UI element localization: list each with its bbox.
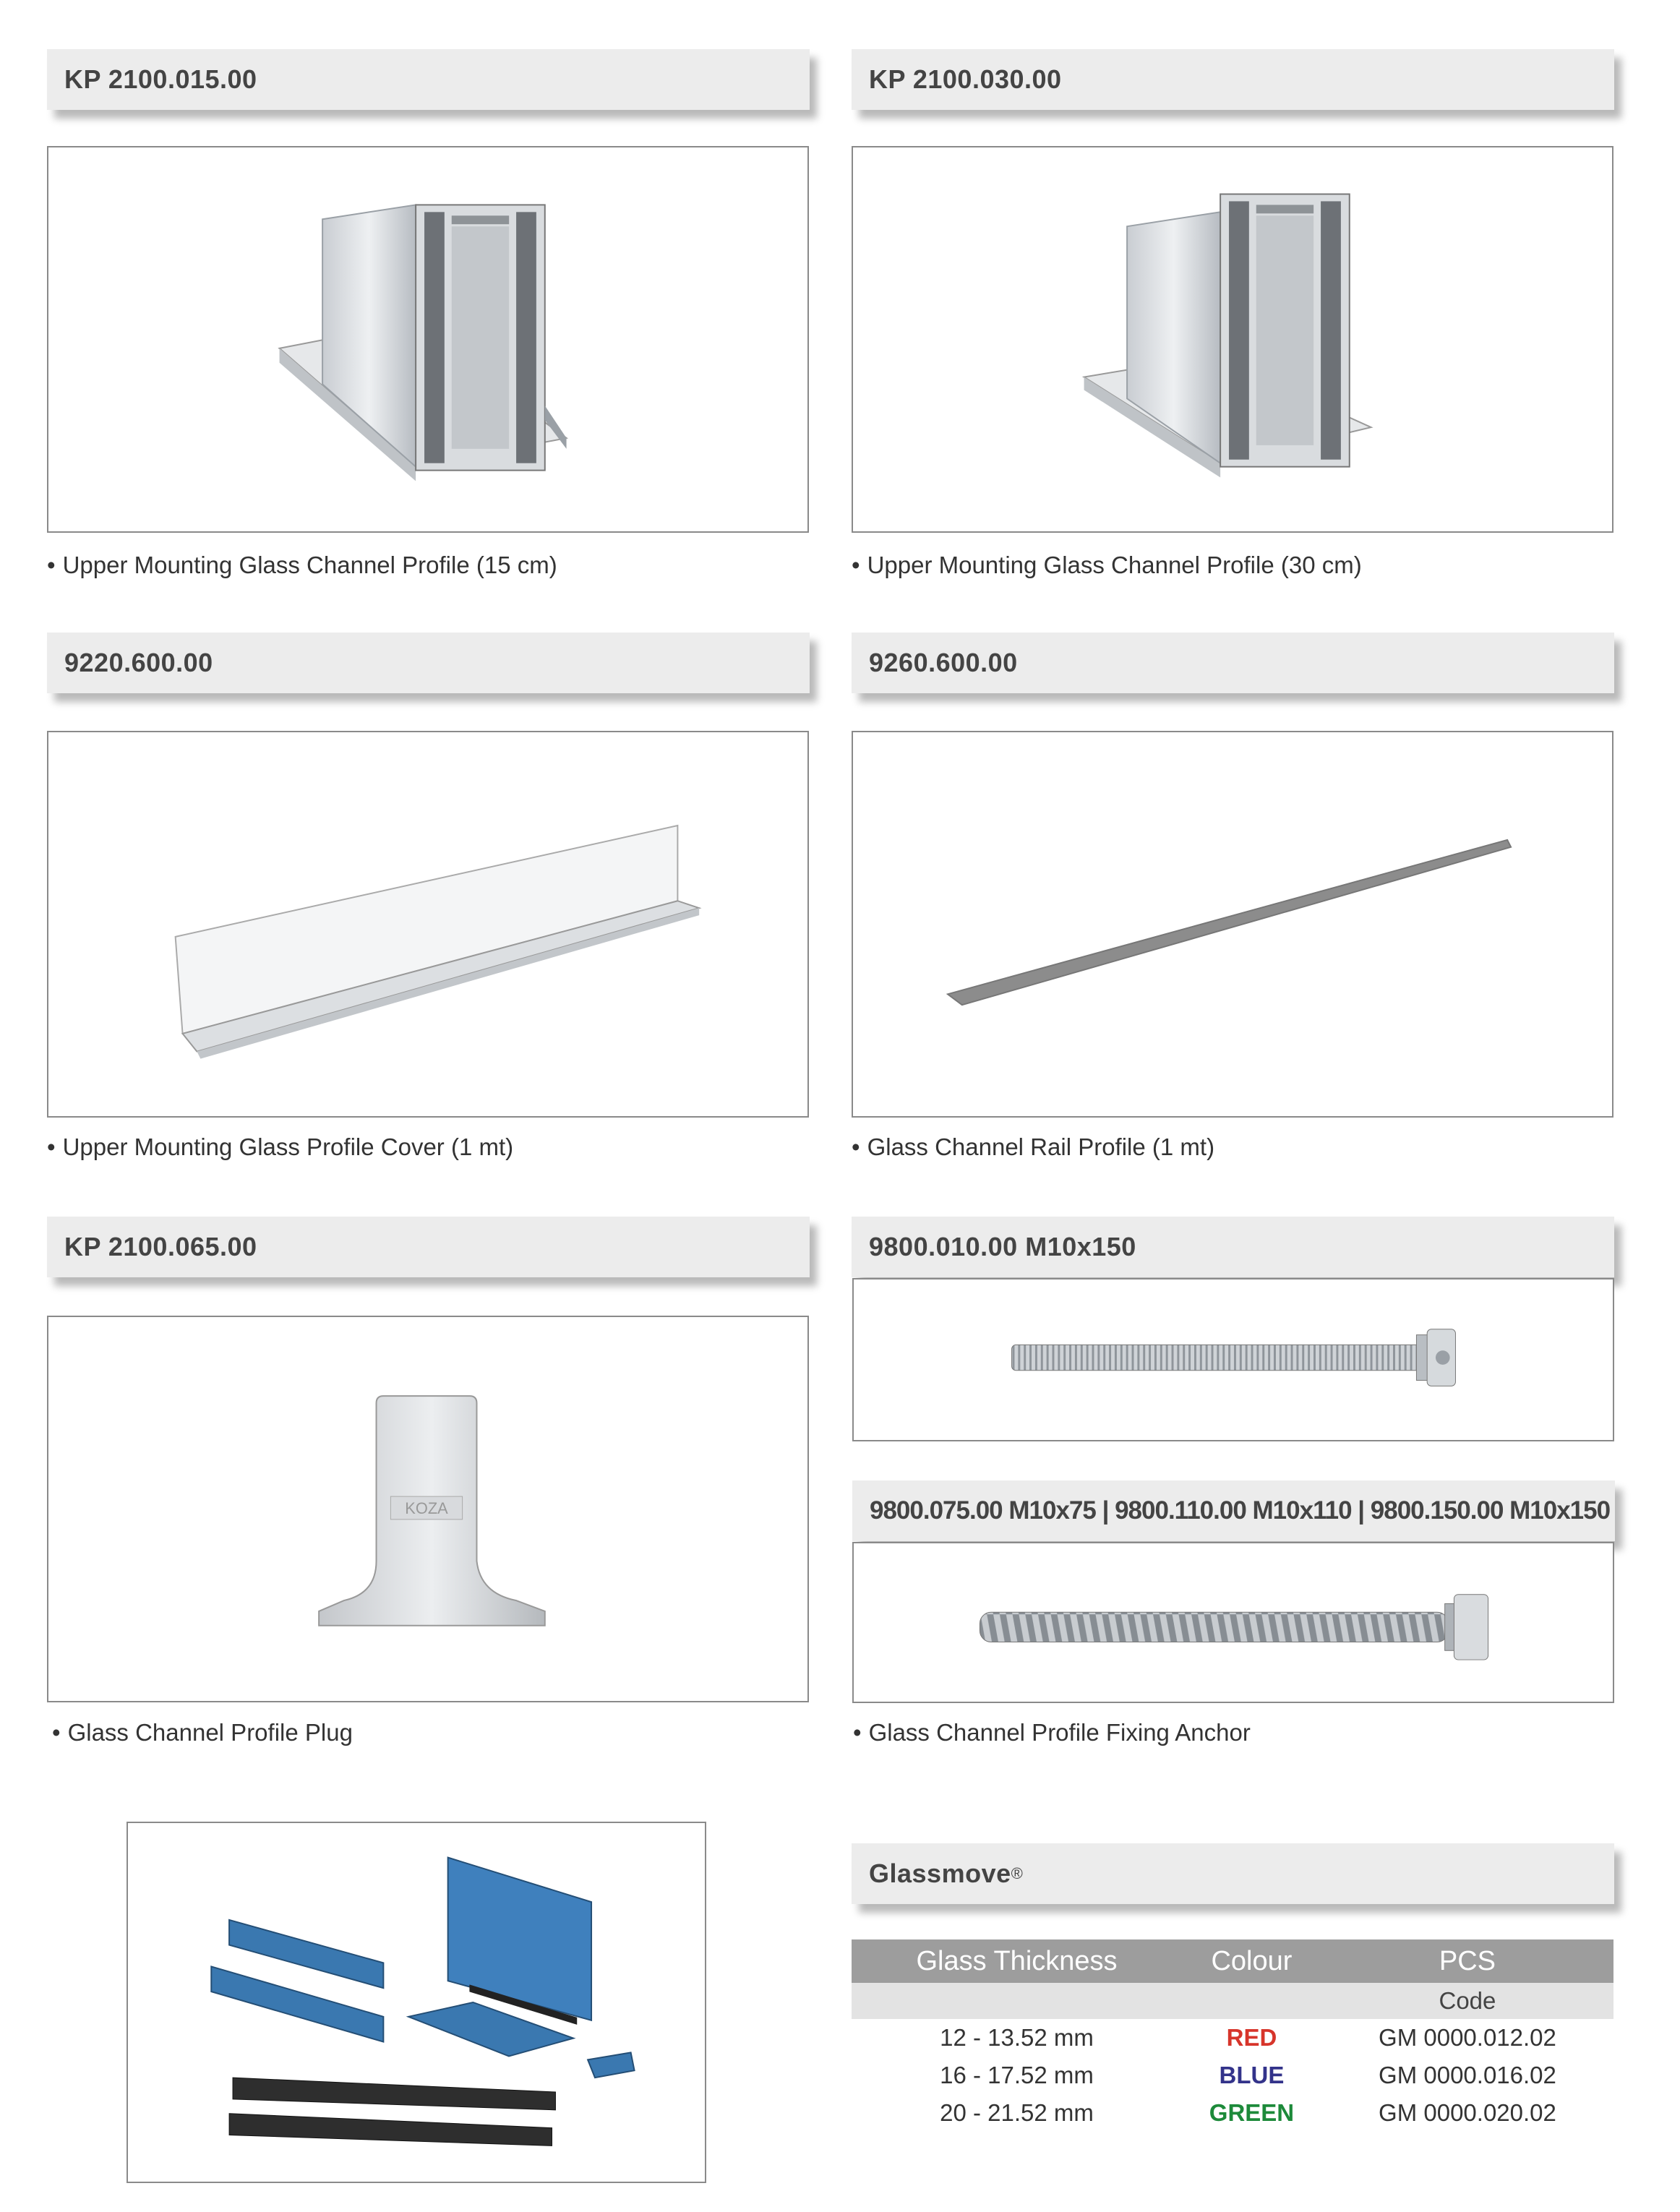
code-cell: GM 0000.012.02 [1379,2024,1556,2051]
glassmove-table [852,1939,1613,2132]
code-cell: GM 0000.016.02 [1379,2062,1556,2088]
product-caption [47,1133,513,1161]
thickness-cell: 16 - 17.52 mm [940,2062,1094,2088]
table-row [852,2019,1613,2057]
product-code: KP 2100.015.00 [64,64,257,94]
bullet: • [52,1719,61,1746]
empty-cell [1182,1983,1321,2019]
caption-text: Glass Channel Profile Plug [67,1719,353,1746]
glassmove-image-frame [127,1822,706,2183]
bullet: • [47,1133,56,1160]
product-image-frame [47,1316,809,1702]
thickness-cell: 12 - 13.52 mm [940,2024,1094,2051]
col-pcs: PCS [1321,1939,1613,1983]
product-code-header [47,49,810,110]
caption-text: Glass Channel Rail Profile (1 mt) [867,1133,1215,1160]
anchor-codes-header [852,1480,1615,1541]
colour-cell: RED [1226,2024,1277,2051]
table-row [852,2057,1613,2094]
colour-cell: BLUE [1219,2062,1285,2088]
trademark-symbol: ® [1011,1864,1024,1882]
product-caption [52,1719,353,1746]
bullet: • [853,1719,862,1746]
product-caption [47,552,557,579]
product-code: KP 2100.065.00 [64,1232,257,1261]
colour-cell: GREEN [1209,2099,1295,2126]
plug-logo: KOZA [405,1499,448,1517]
product-code-header [852,1217,1614,1277]
thickness-cell: 20 - 21.52 mm [940,2099,1094,2126]
product-image-frame [47,731,809,1118]
caption-text: Upper Mounting Glass Profile Cover (1 mt) [62,1133,514,1160]
col-colour: Colour [1182,1939,1321,1983]
product-image-frame [852,146,1613,533]
product-code-header [852,49,1614,110]
glassmove-header [852,1843,1614,1904]
product-caption [852,1133,1214,1161]
bullet: • [852,1133,860,1160]
product-code: KP 2100.030.00 [869,64,1062,94]
profile-cover-image [48,732,807,1116]
bullet: • [852,552,860,578]
product-image-frame [852,731,1613,1118]
product-code-header [47,1217,810,1277]
product-code-header [852,633,1614,693]
col-glass-thickness: Glass Thickness [852,1939,1182,1983]
table-row [852,2094,1613,2132]
caption-text: Upper Mounting Glass Channel Profile (15 cm) [62,552,557,578]
bullet: • [47,552,56,578]
glass-channel-profile-15-image [48,147,807,531]
product-caption [852,552,1362,579]
glassmove-title: Glassmove [869,1859,1011,1888]
profile-plug-image [48,1317,807,1701]
anchor-codes: 9800.075.00 M10x75 | 9800.110.00 M10x110 | 9800.150.00 M10x150 [870,1496,1611,1525]
glassmove-kit-image [128,1823,705,2182]
table-header-row [852,1939,1613,1983]
code-cell: GM 0000.020.02 [1379,2099,1556,2126]
product-image-frame [852,1278,1614,1441]
glass-channel-profile-30-image [853,147,1612,531]
table-subheader-row [852,1983,1613,2019]
product-code: 9260.600.00 [869,648,1018,677]
product-code: 9220.600.00 [64,648,213,677]
product-image-frame [47,146,809,533]
caption-text: Glass Channel Profile Fixing Anchor [868,1719,1251,1746]
product-caption [853,1719,1251,1746]
empty-cell [852,1983,1182,2019]
product-image-frame [852,1542,1614,1703]
rail-profile-image [853,732,1612,1116]
product-code-header [47,633,810,693]
caption-text: Upper Mounting Glass Channel Profile (30 cm) [867,552,1362,578]
fixing-anchor-image [854,1543,1613,1702]
threaded-rod-image [854,1279,1613,1440]
col-code: Code [1321,1983,1613,2019]
product-code: 9800.010.00 M10x150 [869,1232,1136,1261]
